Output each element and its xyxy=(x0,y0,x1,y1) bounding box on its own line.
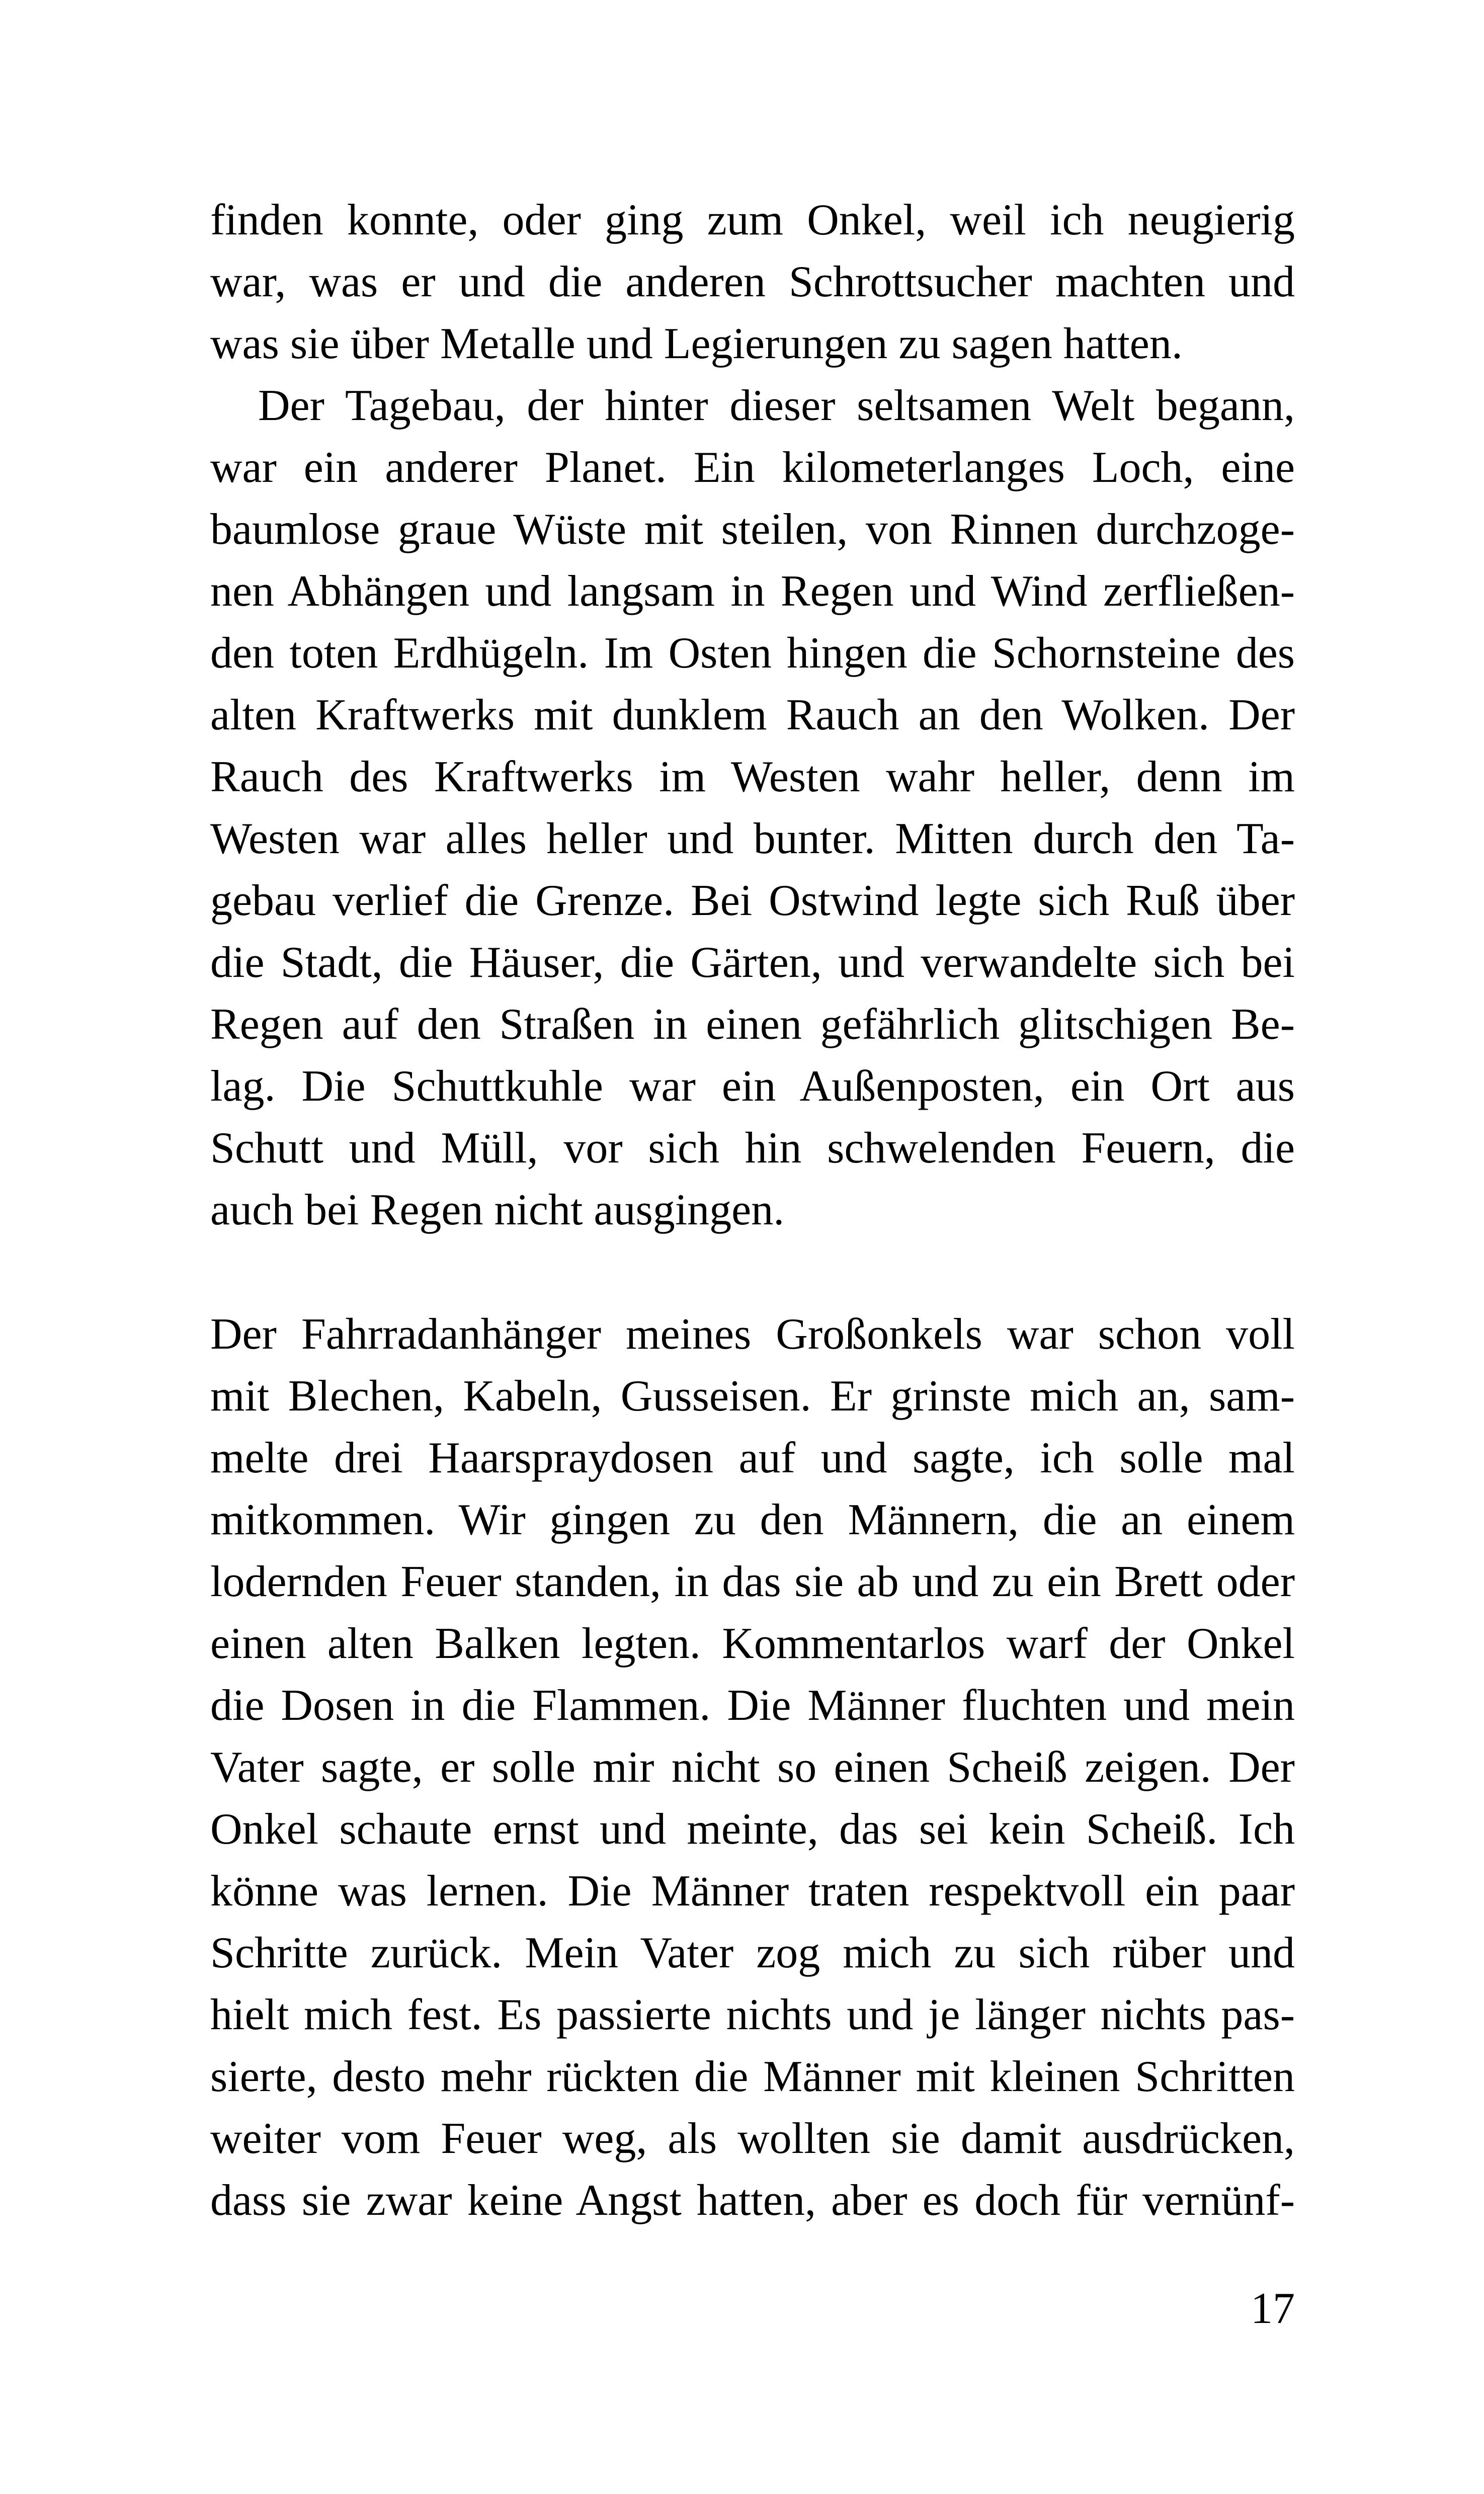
text-line: finden konnte, oder ging zum Onkel, weil ich neugierig xyxy=(210,196,1295,244)
text-line: war ein anderer Planet. Ein kilometerlanges Loch, eine xyxy=(210,443,1295,492)
text-line: auch bei Regen nicht ausgingen. xyxy=(210,1186,785,1234)
text-line: einen alten Balken legten. Kommentarlos warf der Onkel xyxy=(210,1619,1295,1668)
text-line: sierte, desto mehr rückten die Männer mit kleinen Schritten xyxy=(210,2052,1295,2101)
text-line: gebau verlief die Grenze. Bei Ostwind legte sich Ruß über xyxy=(210,876,1295,925)
text-line: hielt mich fest. Es passierte nichts und je länger nichts pas- xyxy=(210,1990,1295,2039)
text-line: melte drei Haarspraydosen auf und sagte, ich solle mal xyxy=(210,1434,1295,1482)
text-line: nen Abhängen und langsam in Regen und Wind zerfließen- xyxy=(210,567,1295,616)
text-line: lodernden Feuer standen, in das sie ab und zu ein Brett oder xyxy=(210,1557,1295,1606)
text-line: Regen auf den Straßen in einen gefährlich glitschigen Be- xyxy=(210,1000,1295,1049)
text-line: lag. Die Schuttkuhle war ein Außenposten, ein Ort aus xyxy=(210,1062,1295,1111)
text-line: Schritte zurück. Mein Vater zog mich zu sich rüber und xyxy=(210,1929,1295,1977)
text-line: Vater sagte, er solle mir nicht so einen Scheiß zeigen. Der xyxy=(210,1743,1295,1792)
text-line: den toten Erdhügeln. Im Osten hingen die Schornsteine des xyxy=(210,629,1295,678)
text-line: die Dosen in die Flammen. Die Männer fluchten und mein xyxy=(210,1681,1295,1730)
text-line: Schutt und Müll, vor sich hin schwelenden Feuern, die xyxy=(210,1124,1295,1173)
page-number: 17 xyxy=(1251,2284,1295,2333)
text-line: Westen war alles heller und bunter. Mitten durch den Ta- xyxy=(210,814,1295,863)
text-line: mit Blechen, Kabeln, Gusseisen. Er grinste mich an, sam- xyxy=(210,1372,1295,1421)
text-line: weiter vom Feuer weg, als wollten sie damit ausdrücken, xyxy=(210,2114,1295,2163)
text-line: alten Kraftwerks mit dunklem Rauch an den Wolken. Der xyxy=(210,691,1295,739)
text-line: Der Fahrradanhänger meines Großonkels war schon voll xyxy=(210,1310,1295,1359)
text-line: mitkommen. Wir gingen zu den Männern, die an einem xyxy=(210,1495,1295,1544)
text-line: dass sie zwar keine Angst hatten, aber es doch für vernünf- xyxy=(210,2176,1295,2225)
text-line: war, was er und die anderen Schrottsucher machten und xyxy=(210,258,1295,306)
text-line: was sie über Metalle und Legierungen zu sagen hatten. xyxy=(210,319,1183,368)
text-line: Rauch des Kraftwerks im Westen wahr heller, denn im xyxy=(210,753,1295,801)
text-line: Der Tagebau, der hinter dieser seltsamen Welt begann, xyxy=(258,381,1295,430)
text-line: die Stadt, die Häuser, die Gärten, und verwandelte sich bei xyxy=(210,938,1295,987)
text-line: baumlose graue Wüste mit steilen, von Rinnen durchzoge- xyxy=(210,505,1295,554)
text-line: könne was lernen. Die Männer traten respektvoll ein paar xyxy=(210,1867,1295,1916)
text-line: Onkel schaute ernst und meinte, das sei kein Scheiß. Ich xyxy=(210,1805,1295,1854)
